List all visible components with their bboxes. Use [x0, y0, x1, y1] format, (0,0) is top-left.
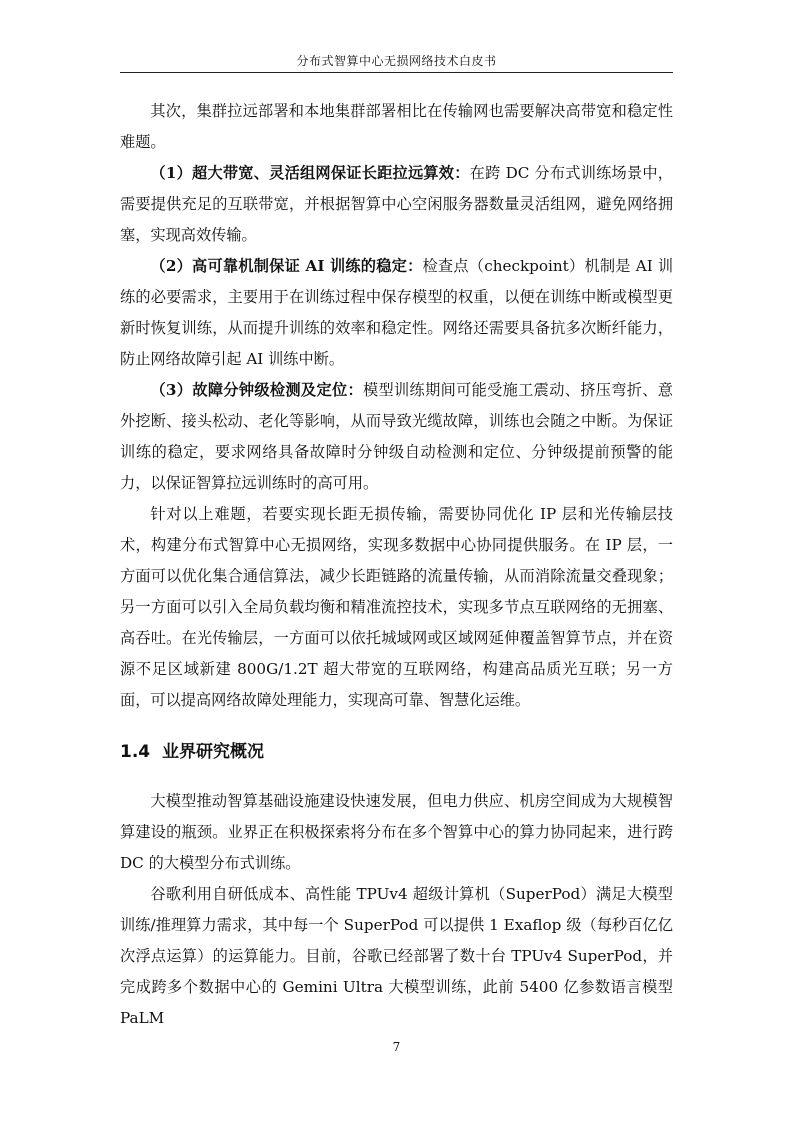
- paragraph-google: 谷歌利用自研低成本、高性能 TPUv4 超级计算机（SuperPod）满足大模型训练/推理算力需求，其中每一个 SuperPod 可以提供 1 Exaflop 级（每秒百亿亿次浮点运算）的运算能力。目前，谷歌已经部署了数十台 TPUv4 SuperPod，并完成跨多个数据中心的 Gemini Ultra 大模型训练，此前 5400 亿参数语言模型 PaLM: [120, 885, 673, 1027]
- paragraph-intro: 其次，集群拉远部署和本地集群部署相比在传输网也需要解决高带宽和稳定性难题。: [120, 102, 673, 151]
- paragraph-solution: 针对以上难题，若要实现长距无损传输，需要协同优化 IP 层和光传输层技术，构建分布式智算中心无损网络，实现多数据中心协同提供服务。在 IP 层，一方面可以优化集合通信算法，减少长距链路的流量传输，从而消除流量交叠现象；另一方面可以引入全局负载均衡和精准流控技术，实现多节点互联网络的无拥塞、高吞吐。在光传输层，一方面可以依托城域网或区域网延伸覆盖智算节点，并在资源不足区域新建 800G/1.2T 超大带宽的互联网络，构建高品质光互联；另一方面，可以提高网络故障处理能力，实现高可靠、智慧化运维。: [120, 505, 673, 709]
- paragraph-bandwidth: （1）超大带宽、灵活组网保证长距拉远算效：在跨 DC 分布式训练场景中，需要提供充足的互联带宽，并根据智算中心空闲服务器数量灵活组网，避免网络拥塞，实现高效传输。: [120, 164, 673, 244]
- page-number: 7: [392, 1040, 401, 1054]
- document-body: [120, 96, 673, 1034]
- paragraph-lead: （3）故障分钟级检测及定位：: [150, 381, 363, 399]
- paragraph-lead: （2）高可靠机制保证 AI 训练的稳定：: [150, 257, 423, 275]
- running-header: 分布式智算中心无损网络技术白皮书: [296, 54, 497, 68]
- paragraph-fault-detection: （3）故障分钟级检测及定位：模型训练期间可能受施工震动、挤压弯折、意外挖断、接头松动、老化等影响，从而导致光缆故障，训练也会随之中断。为保证训练的稳定，要求网络具备故障时分钟级自动检测和定位、分钟级提前预警的能力，以保证智算拉远训练时的高可用。: [120, 381, 673, 492]
- paragraph-lead: （1）超大带宽、灵活组网保证长距拉远算效：: [150, 164, 470, 182]
- section-title: 业界研究概况: [162, 742, 264, 762]
- paragraph-reliability: （2）高可靠机制保证 AI 训练的稳定：检查点（checkpoint）机制是 AI 训练的必要需求，主要用于在训练过程中保存模型的权重，以便在训练中断或模型更新时恢复训练，从而提升训练的效率和稳定性。网络还需要具备抗多次断纤能力，防止网络故障引起 AI 训练中断。: [120, 257, 674, 368]
- section-number: 1.4: [120, 742, 151, 762]
- paragraph-industry-overview: 大模型推动智算基础设施建设快速发展，但电力供应、机房空间成为大规模智算建设的瓶颈。业界正在积极探索将分布在多个智算中心的算力协同起来，进行跨 DC 的大模型分布式训练。: [120, 792, 673, 872]
- section-heading: [120, 738, 673, 766]
- header-divider: [120, 72, 673, 73]
